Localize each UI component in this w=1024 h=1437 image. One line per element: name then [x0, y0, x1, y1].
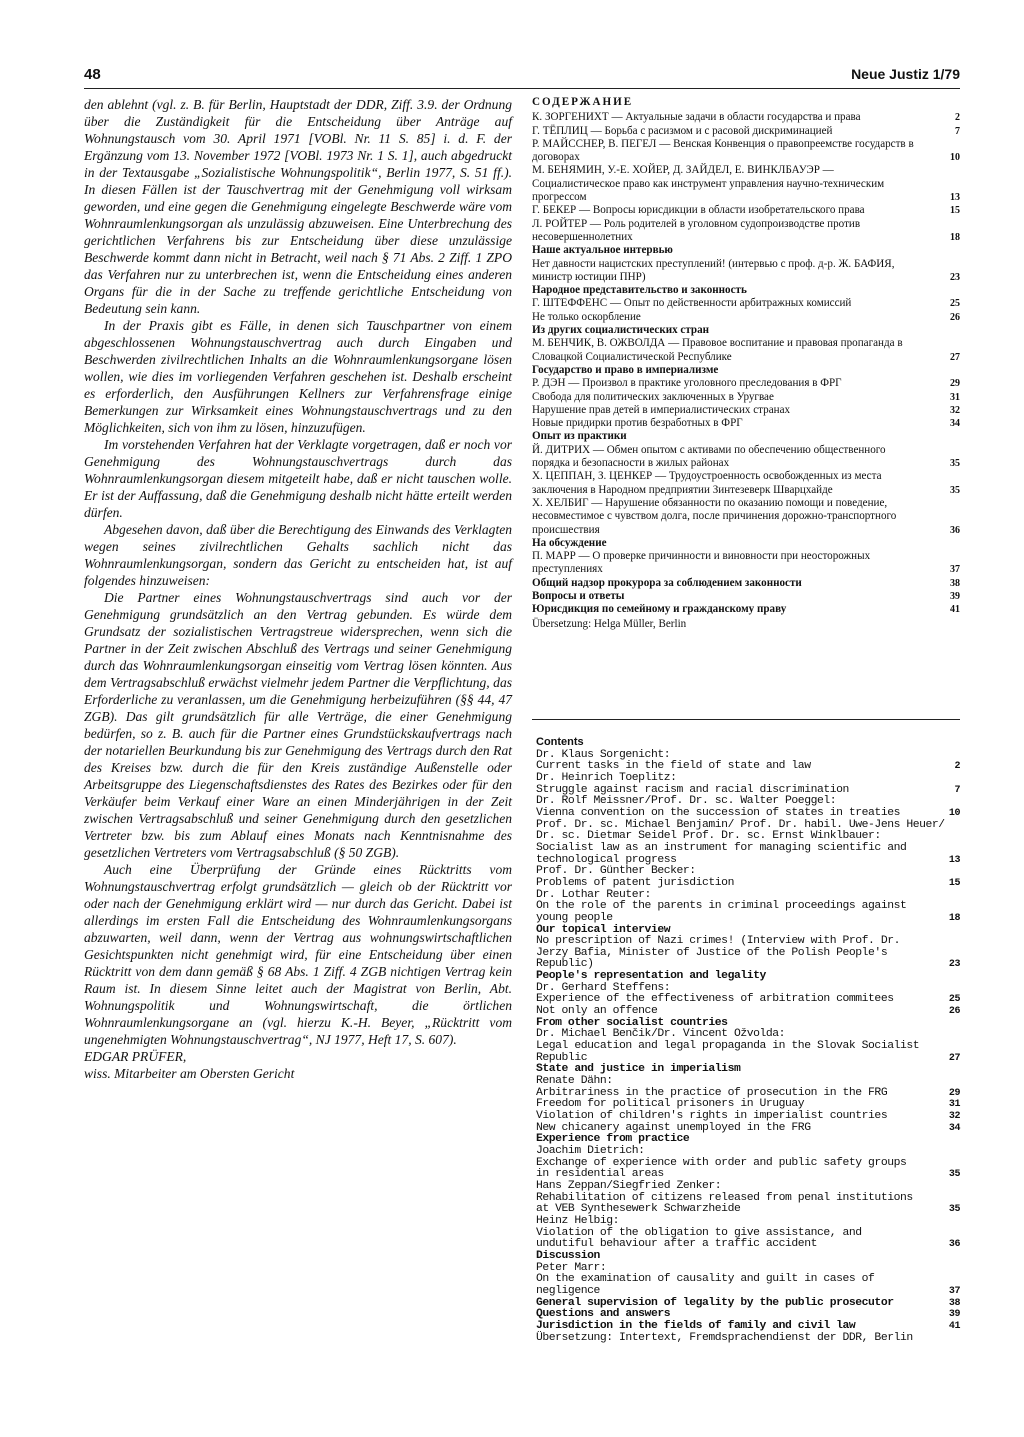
contents-entry-title: General supervision of legality by the public prosecutor — [536, 1296, 894, 1309]
contents-entry — [536, 878, 960, 890]
contents-entry-title: Violation of the obligation to give assistance, and undutiful behaviour after a traffic accident — [536, 1226, 862, 1251]
contents-entry-page: 41 — [950, 604, 960, 616]
contents-english — [536, 737, 960, 1345]
contents-entry-author: Dr. Klaus Sorgenicht: — [536, 748, 671, 761]
contents-russian-heading: СОДЕРЖАНИЕ — [532, 96, 634, 108]
contents-entry-title: На обсуждение — [532, 536, 607, 549]
contents-entry-page: 13 — [948, 854, 960, 866]
contents-entry-title: No prescription of Nazi crimes! (Interview with Prof. Dr. Jerzy Bafia, Minister of Justice of the Polish People's Republic) — [536, 935, 900, 971]
contents-entry-title: Г. ШТЕФФЕНС — Опыт по действенности арбитражных комиссий — [532, 297, 852, 310]
contents-entry-title: Rehabilitation of citizens released from penal institutions at VEB Synthesewerk Schwarzheide — [536, 1191, 913, 1216]
contents-entry-title: New chicanery against unemployed in the FRG — [536, 1121, 811, 1134]
contents-entry — [532, 337, 960, 364]
contents-entry-page: 7 — [954, 784, 960, 796]
contents-entry-title: Current tasks in the field of state and law — [536, 760, 811, 773]
contents-entry — [532, 284, 960, 297]
contents-entry-author: Peter Marr: — [536, 1261, 607, 1274]
contents-entry-page: 2 — [954, 761, 960, 773]
contents-entry — [532, 218, 960, 245]
contents-entry-author: Dr. Michael Benčik/Dr. Vincent Ožvolda: — [536, 1028, 786, 1041]
contents-entry-title: Нарушение прав детей в империалистических странах — [532, 403, 791, 416]
contents-entry-page: 36 — [948, 1239, 960, 1251]
contents-entry-title: Struggle against racism and racial discrimination — [536, 783, 849, 796]
contents-entry — [536, 1041, 960, 1064]
contents-entry-author: Dr. Heinrich Toeplitz: — [536, 771, 677, 784]
contents-entry-page: 18 — [950, 231, 960, 243]
contents-entry — [532, 417, 960, 430]
contents-entry-title: Experience of the effectiveness of arbitration commitees — [536, 993, 894, 1006]
contents-entry — [532, 164, 960, 204]
page-number: 48 — [84, 66, 101, 83]
contents-entry-author: Prof. Dr. sc. Michael Benjamin/ Prof. Dr. habil. Uwe-Jens Heuer/ Dr. sc. Dietmar Seidel Prof. Dr. sc. Ernst Winklbauer: — [536, 818, 945, 843]
contents-entry-title: Нет давности нацистских преступлений! (интервью с проф. д-р. Ж. БАФИЯ, министр юстиции ПНР) — [532, 257, 895, 283]
contents-entry-author: Joachim Dietrich: — [536, 1144, 645, 1157]
contents-entry-page: 7 — [955, 125, 960, 137]
contents-entry — [532, 577, 960, 590]
contents-entry-page: 35 — [948, 1169, 960, 1181]
contents-entry — [536, 1158, 960, 1181]
contents-entry — [536, 1111, 960, 1123]
contents-entry — [536, 1321, 960, 1333]
contents-entry-page: 23 — [950, 271, 960, 283]
contents-entry-title: Socialist law as an instrument for managing scientific and technological progress — [536, 841, 907, 866]
contents-entry — [536, 808, 960, 820]
contents-entry — [532, 138, 960, 165]
contents-entry — [532, 537, 960, 550]
contents-entry — [532, 590, 960, 603]
contents-entry-title: М. БЕНЧИК, В. ОЖВОЛДА — Правовое воспитание и правовая пропаганда в Словацкой Социалистической Республике — [532, 337, 903, 363]
contents-entry-page: 26 — [948, 1006, 960, 1018]
contents-entry — [532, 470, 960, 497]
contents-entry-author: Dr. Rolf Meissner/Prof. Dr. sc. Walter Poeggel: — [536, 795, 837, 808]
contents-entry-title: Exchange of experience with order and public safety groups in residential areas — [536, 1156, 907, 1181]
contents-entry-title: Experience from practice — [536, 1133, 690, 1146]
article-paragraph: den ablehnt (vgl. z. B. für Berlin, Hauptstadt der DDR, Ziff. 3.9. der Ordnung über die Zuständigkeit für die Entscheidung über Anträge auf Wohnungstausch vom 30. April 1971 [VOBl. Nr. 11 S. 85] i. d. F. der Ergänzung vom 13. November 1972 [VOBl. 1973 Nr. 1 S. 1], auch abgedruckt in der Textausgabe „Sozialistische Wohnungspolitik“, Berlin 1977, S. 51 ff.). In diesen Fällen ist der Tauschvertrag mit der Genehmigung voll wirksam geworden, und eine gegen die Genehmigung eingelegte Beschwerde wäre vom Wohnraumlenkungsorgan als unzulässig abzuweisen. Eine Unterbrechung des gerichtlichen Verfahrens bis zur Entscheidung über diese unzulässige Beschwerde kommt dann nicht in Betracht, weil nach § 71 Abs. 2 Ziff. 1 ZPO das Verfahren nur zu unterbrechen ist, wenn die Entscheidung eines anderen Organs für die in der Sache zu treffende gerichtliche Entscheidung von Bedeutung sein kann. — [84, 97, 512, 316]
contents-entry-title: П. МАРР — О проверке причинности и виновности при неосторожных преступлениях — [532, 550, 871, 576]
contents-entry-author: Dr. Lothar Reuter: — [536, 888, 651, 901]
contents-entry — [532, 444, 960, 471]
contents-entry-title: Юрисдикция по семейному и гражданскому праву — [532, 603, 787, 616]
contents-entry-page: 25 — [948, 994, 960, 1006]
contents-entry-page: 37 — [950, 564, 960, 576]
contents-entry — [536, 936, 960, 971]
contents-entry-page: 10 — [950, 152, 960, 164]
contents-entry-author: Prof. Dr. Günther Becker: — [536, 865, 696, 878]
contents-entry — [532, 430, 960, 443]
contents-entry-title: Violation of children's rights in imperialist countries — [536, 1110, 888, 1122]
contents-entry-page: 39 — [950, 590, 960, 602]
journal-title: Neue Justiz 1/79 — [851, 66, 960, 82]
contents-entry-page: 35 — [948, 1204, 960, 1216]
contents-entry-title: Freedom for political prisoners in Uruguay — [536, 1098, 805, 1111]
contents-entry-title: Й. ДИТРИХ — Обмен опытом с активами по обеспечению общественного порядка и безопасности в жилых районах — [532, 443, 886, 470]
contents-entry-page: 35 — [950, 484, 960, 496]
contents-entry — [532, 603, 960, 616]
contents-entry — [536, 901, 960, 924]
contents-entry-author: Dr. Gerhard Steffens: — [536, 981, 671, 994]
contents-entry-page: 32 — [948, 1111, 960, 1122]
contents-entry-title: Народное представительство и законность — [532, 284, 747, 297]
contents-entry-page: 29 — [948, 1087, 960, 1099]
author-signature: EDGAR PRÜFER, — [84, 1049, 187, 1064]
article-paragraph: Die Partner eines Wohnungstauschvertrags sind auch vor der Genehmigung grundsätzlich an den Vertrag gebunden. Es würde dem Grundsatz der sozialistischen Vertragstreue widersprechen, wenn sich die Partner in der Zeit zwischen Abschluß des Vertrags und seiner Genehmigung durch das Wohnraumlenkungsorgan einseitig vom Vertrag lösen könnten. Aus dem Vertragsabschluß erwächst vielmehr jedem Partner die Verpflichtung, das Erforderliche zu veranlassen, um die Genehmigung herbeizuführen (§§ 44, 47 ZGB). Das gilt grundsätzlich für alle Verträge, die einer Genehmigung bedürfen, so z. B. auch für die Partner eines Grundstückskaufvertrags nach der notariellen Beurkundung bis zur Genehmigung des Vertrags durch den Rat des Kreises bzw. durch die für den Kreis zuständige Außenstelle oder Arbeitsgruppe des Liegenschaftsdienstes des Rates des Bezirkes oder für den Verkäufer beim Verkauf einer Ware an einen Minderjährigen in der Zeit zwischen Vertragsabschluß und seiner Genehmigung durch den gesetzlichen Vertreter bzw. bis zum Ablauf eines Monats nach Kenntnisnahme des gesetzlichen Vertreters vom Vertragsabschluß (§ 50 ZGB). — [84, 590, 512, 860]
contents-entry-page: 41 — [948, 1320, 960, 1332]
contents-entry — [532, 204, 960, 217]
contents-entry-title: Новые придирки против безработных в ФРГ — [532, 417, 743, 430]
contents-entry — [532, 297, 960, 310]
article-paragraph: Abgesehen davon, daß über die Berechtigung des Einwands des Verklagten wegen seines zivilrechtlichen Gehalts sachlich nicht das Wohnraumlenkungsorgan, sondern das Gericht zu entscheiden hat, ist auf folgendes hinzuweisen: — [84, 522, 512, 588]
contents-entry-title: Общий надзор прокурора за соблюдением законности — [532, 576, 802, 589]
translation-credit-russian: Übersetzung: Helga Müller, Berlin — [532, 617, 687, 630]
contents-entry-page: 27 — [950, 351, 960, 363]
contents-entry-page: 36 — [950, 524, 960, 536]
contents-entry — [536, 1251, 960, 1263]
contents-entry-title: Государство и право в империализме — [532, 363, 719, 376]
contents-entry — [532, 377, 960, 390]
contents-entry-page: 25 — [950, 298, 960, 310]
contents-entry — [532, 324, 960, 337]
contents-entry — [532, 404, 960, 417]
contents-entry-page: 13 — [950, 192, 960, 204]
contents-entry-page: 31 — [950, 391, 960, 403]
contents-entry-title: On the role of the parents in criminal proceedings against young people — [536, 900, 907, 924]
contents-entry-title: Опыт из практики — [532, 430, 627, 443]
contents-entry-author: Hans Zeppan/Siegfried Zenker: — [536, 1179, 722, 1192]
contents-entry-title: On the examination of causality and guilt in cases of negligence — [536, 1273, 875, 1297]
contents-entry — [532, 391, 960, 404]
contents-entry-page: 38 — [948, 1297, 960, 1309]
contents-russian-list — [532, 111, 960, 616]
contents-entry-title: Legal education and legal propaganda in the Slovak Socialist Republic — [536, 1040, 920, 1064]
contents-entry — [536, 1274, 960, 1297]
contents-entry-title: Наше актуальное интервью — [532, 244, 673, 257]
contents-entry-page: 26 — [950, 311, 960, 323]
contents-entry-title: Г. БЕКЕР — Вопросы юрисдикции в области изобретательского права — [532, 204, 865, 217]
contents-entry-title: Arbitrariness in the practice of prosecution in the FRG — [536, 1086, 888, 1099]
contents-entry-page: 10 — [948, 807, 960, 819]
contents-entry-title: М. БЕНЯМИН, У.-Е. ХОЙЕР, Д. ЗАЙДЕЛ, Е. ВИНКЛБАУЭР — Социалистическое право как инструмент управления научно-техническим прогрессом — [532, 164, 885, 204]
contents-entry-page: 38 — [950, 577, 960, 589]
contents-entry-title: Not only an offence — [536, 1005, 658, 1018]
contents-entry-title: People's representation and legality — [536, 970, 766, 983]
contents-entry — [532, 111, 960, 124]
contents-entry-title: Our topical interview — [536, 923, 671, 936]
contents-entry-page: 37 — [948, 1285, 960, 1297]
contents-entry — [536, 843, 960, 866]
contents-entry-page: 35 — [950, 458, 960, 470]
contents-entry-title: Questions and answers — [536, 1308, 671, 1321]
contents-entry — [532, 497, 960, 537]
author-role: wiss. Mitarbeiter am Obersten Gericht — [84, 1066, 295, 1081]
contents-entry-page: 15 — [948, 877, 960, 889]
contents-entry-title: Не только оскорбление — [532, 310, 641, 323]
contents-entry-author: Renate Dähn: — [536, 1075, 613, 1088]
contents-entry-page: 15 — [950, 205, 960, 217]
contents-entry — [532, 364, 960, 377]
contents-entry-page: 32 — [950, 404, 960, 416]
contents-entry-author: Heinz Helbig: — [536, 1214, 620, 1227]
contents-entry-page: 23 — [948, 959, 960, 971]
contents-entry-title: Р. МАЙССНЕР, В. ПЕГЕЛ — Венская Конвенция о правопреемстве государств в договорах — [532, 137, 914, 164]
section-divider — [532, 719, 960, 720]
contents-entry — [532, 311, 960, 324]
header-rule — [84, 88, 960, 89]
contents-entry-page: 2 — [955, 112, 960, 124]
contents-entry — [532, 125, 960, 138]
contents-entry — [536, 1193, 960, 1216]
contents-entry — [532, 550, 960, 577]
contents-entry-page: 31 — [948, 1099, 960, 1111]
contents-entry-page: 27 — [948, 1052, 960, 1064]
contents-entry-page: 18 — [948, 912, 960, 924]
contents-entry-title: State and justice in imperialism — [536, 1063, 741, 1076]
contents-english-list — [536, 750, 960, 1333]
contents-entry-title: К. ЗОРГЕНИХТ — Актуальные задачи в области государства и права — [532, 111, 861, 124]
contents-entry — [536, 1228, 960, 1251]
contents-english-heading: Contents — [536, 736, 584, 748]
contents-entry-title: Vienna convention on the succession of states in treaties — [536, 806, 900, 819]
contents-entry-title: Г. ТЁПЛИЦ — Борьба с расизмом и с расовой дискриминацией — [532, 124, 833, 137]
contents-entry-title: Problems of patent jurisdiction — [536, 876, 734, 889]
contents-entry-title: Вопросы и ответы — [532, 589, 625, 602]
contents-entry-page: 29 — [950, 378, 960, 390]
article-paragraph: Im vorstehenden Verfahren hat der Verklagte vorgetragen, daß er noch vor Genehmigung des Wohnungstauschvertrags durch das Wohnraumlenkungsorgan diesem mitgeteilt habe, daß er nicht tauschen wolle. Er ist der Auffassung, daß die Genehmigung deshalb nicht hätte erteilt werden dürfen. — [84, 437, 512, 520]
contents-entry-page: 34 — [950, 418, 960, 430]
article-paragraph: Auch eine Überprüfung der Gründe eines Rücktritts vom Wohnungstauschvertrag erfolgt grundsätzlich — gleich ob der Rücktritt vor oder nach der Genehmigung erklärt wird — nur durch das Gericht. Dabei ist allerdings im ersten Fall die Entscheidung des Wohnraumlenkungsorgans abzuwarten, weil dann, wenn der Vertrag aus wohnungswirtschaftlichen Gesichtspunkten nicht genehmigt wird, für eine Entscheidung über einen Rücktritt von dem dann gemäß § 68 Abs. 1 Ziff. 4 ZGB nichtigen Vertrag kein Raum ist. In diesem Sinne leitet auch der Magistrat von Berlin, Abt. Wohnungspolitik und Wohnungswirtschaft, die örtlichen Wohnraumlenkungsorgane an (vgl. hierzu K.-H. Beyer, „Rücktritt vom ungenehmigten Wohnungstauschvertrag“, NJ 1977, Heft 17, S. 607). — [84, 862, 512, 1047]
article-text-column — [84, 96, 512, 1082]
contents-entry-page: 39 — [948, 1309, 960, 1321]
contents-entry-title: Из других социалистических стран — [532, 324, 710, 337]
contents-entry — [536, 1006, 960, 1018]
contents-entry-title: Х. ХЕЛБИГ — Нарушение обязанности по оказанию помощи и поведение, несовместимое с чувством долга, после причинения дорожно-транспортного происшествия — [532, 496, 897, 536]
translation-credit-english: Übersetzung: Intertext, Fremdsprachendienst der DDR, Berlin — [536, 1332, 913, 1345]
contents-entry — [532, 244, 960, 257]
contents-entry-title: Discussion — [536, 1249, 600, 1262]
contents-entry-title: Х. ЦЕППАН, З. ЦЕНКЕР — Трудоустроенность освобожденных из места заключения в Народном предприятии Зинтезеверк Шварцхайде — [532, 470, 882, 496]
contents-entry-title: Jurisdiction in the fields of family and civil law — [536, 1319, 856, 1332]
contents-russian — [532, 96, 960, 631]
contents-entry-page: 34 — [948, 1122, 960, 1134]
contents-entry-title: Свобода для политических заключенных в Уругвае — [532, 390, 774, 403]
article-paragraph: In der Praxis gibt es Fälle, in denen sich Tauschpartner von einem abgeschlossenen Wohnungstauschvertrag auch durch Eingaben und Beschwerden zivilrechtlichen Inhalts an die Wohnraumlenkungsorgane lösen wollen, wie dies im vorliegenden Verfahren geschehen ist. Deshalb erscheint es erforderlich, den Ausführungen Kellners zur Verfahrensfrage einige Bemerkungen zur Wirksamkeit eines Wohnungstauschvertrags und zu den Möglichkeiten, sich von ihm zu lösen, hinzuzufügen. — [84, 318, 512, 435]
contents-entry-title: Л. РОЙТЕР — Роль родителей в уголовном судопроизводстве против несовершеннолетних — [532, 217, 861, 243]
contents-entry-title: Р. ДЭН — Произвол в практике уголовного преследования в ФРГ — [532, 377, 842, 390]
contents-entry-title: From other socialist countries — [536, 1016, 728, 1029]
contents-entry — [532, 258, 960, 285]
